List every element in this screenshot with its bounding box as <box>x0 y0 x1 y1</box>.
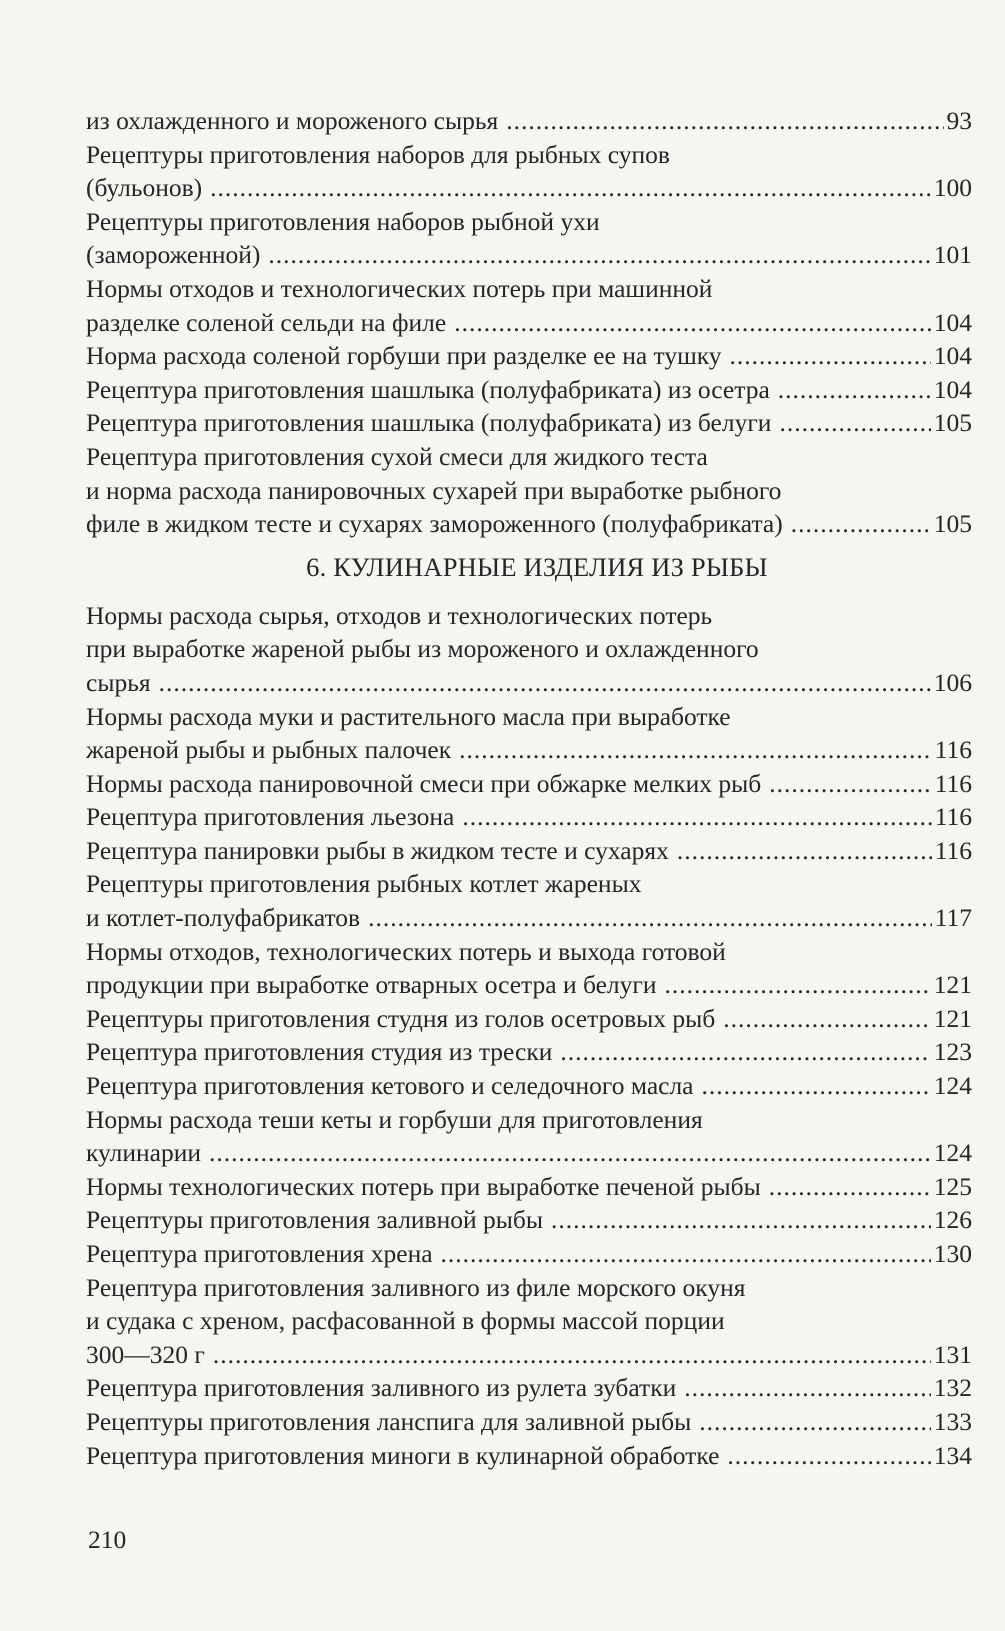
toc-entry-last-line <box>86 968 972 1002</box>
dot-leader <box>454 306 931 340</box>
toc-entry <box>86 104 972 138</box>
toc-entry-last-line <box>86 733 972 767</box>
toc-entry-line: (бульонов) <box>86 173 203 203</box>
toc-entry <box>86 599 972 700</box>
toc-entry-line: из охлажденного и мороженого сырья <box>86 106 499 135</box>
toc-entry <box>86 1439 972 1473</box>
toc-entry <box>86 406 972 440</box>
toc-entry-last-line <box>86 1439 972 1473</box>
toc-entry-page: 121 <box>933 1003 972 1033</box>
dot-leader <box>727 1439 930 1473</box>
dot-leader <box>210 171 931 205</box>
toc-entry-last-line <box>86 1237 972 1271</box>
toc-entry <box>86 834 972 868</box>
toc-entry-page: 121 <box>933 970 972 1000</box>
toc-entry-line: и котлет-полуфабрикатов <box>86 903 361 933</box>
toc-entry-line: Нормы расхода муки и растительного масла при выработке <box>86 701 731 731</box>
toc-entry-last-line <box>86 406 972 440</box>
table-of-contents <box>86 104 972 1472</box>
toc-entry-line: Рецептура приготовления льезона <box>86 802 455 832</box>
dot-leader <box>213 1338 931 1372</box>
toc-entry-last-line <box>86 306 972 340</box>
toc-entry-line: при выработке жареной рыбы из мороженого и охлажденного <box>86 634 759 664</box>
toc-entry-last-line <box>86 1338 972 1372</box>
toc-entry <box>86 272 972 339</box>
toc-entry-line: Рецептура приготовления шашлыка (полуфабриката) из осетра <box>86 374 770 404</box>
toc-entry <box>86 1035 972 1069</box>
toc-entry-last-line <box>86 1069 972 1103</box>
toc-entry-last-line <box>86 767 972 801</box>
toc-entry-page: 116 <box>934 835 972 865</box>
toc-entry-page: 105 <box>933 408 972 438</box>
toc-entry-line: Нормы расхода теши кеты и горбуши для приготовления <box>86 1104 703 1134</box>
toc-entry-last-line <box>86 1035 972 1069</box>
toc-entry-last-line <box>86 1170 972 1204</box>
toc-entry <box>86 1069 972 1103</box>
toc-entry-line: Нормы отходов и технологических потерь при машинной <box>86 273 713 303</box>
toc-entry-line: Рецептура приготовления заливного из рулета зубатки <box>86 1373 677 1403</box>
toc-entry-page: 104 <box>933 341 972 371</box>
toc-entry-page: 116 <box>934 735 972 765</box>
toc-entry <box>86 138 972 205</box>
toc-entry-line: кулинарии <box>86 1138 202 1168</box>
toc-entry-line: (замороженной) <box>86 240 261 270</box>
toc-entry <box>86 935 972 1002</box>
toc-entry-page: 105 <box>933 509 972 539</box>
toc-entry <box>86 1103 972 1170</box>
toc-entry-page: 124 <box>933 1138 972 1168</box>
toc-entry <box>86 700 972 767</box>
toc-entry-page: 116 <box>934 768 972 798</box>
dot-leader <box>209 1136 931 1170</box>
toc-entry-line: жареной рыбы и рыбных палочек <box>86 735 452 765</box>
toc-entry-last-line <box>86 507 972 541</box>
dot-leader <box>684 1371 931 1405</box>
toc-entry-last-line <box>86 834 972 868</box>
toc-entry-line: Рецептура приготовления миноги в кулинарной обработке <box>86 1440 720 1470</box>
dot-leader <box>699 1405 930 1439</box>
toc-entry-line: Норма расхода соленой горбуши при разделке ее на тушку <box>86 341 722 371</box>
dot-leader <box>779 406 930 440</box>
dot-leader <box>730 339 931 373</box>
dot-leader <box>665 968 931 1002</box>
toc-entry <box>86 1405 972 1439</box>
toc-entry <box>86 1203 972 1237</box>
toc-entry-page: 100 <box>933 173 972 203</box>
dot-leader <box>791 507 931 541</box>
dot-leader <box>462 800 931 834</box>
toc-entry-last-line <box>86 171 972 205</box>
toc-entry-last-line <box>86 901 972 935</box>
toc-entry <box>86 1170 972 1204</box>
dot-leader <box>551 1203 931 1237</box>
dot-leader <box>441 1237 931 1271</box>
toc-entry-line: Рецептуры приготовления студня из голов осетровых рыб <box>86 1003 716 1033</box>
toc-entry-line: филе в жидком тесте и сухарях замороженного (полуфабриката) <box>86 509 783 539</box>
toc-entry-page: 131 <box>933 1339 972 1369</box>
toc-entry-line: Рецептуры приготовления заливной рыбы <box>86 1205 544 1235</box>
toc-entry-line: Рецептура приготовления кетового и селедочного масла <box>86 1071 694 1101</box>
dot-leader <box>769 767 931 801</box>
toc-entry-line: разделке соленой сельди на филе <box>86 307 447 337</box>
toc-entry-last-line <box>86 1405 972 1439</box>
toc-entry-last-line <box>86 339 972 373</box>
toc-entry-page: 104 <box>933 307 972 337</box>
toc-entry-line: Нормы технологических потерь при выработке печеной рыбы <box>86 1171 761 1201</box>
toc-entry-last-line <box>86 104 972 138</box>
toc-entry-line: Рецептура приготовления сухой смеси для жидкого теста <box>86 441 708 471</box>
toc-entry-last-line <box>86 800 972 834</box>
dot-leader <box>268 238 930 272</box>
toc-entry <box>86 867 972 934</box>
toc-entry-page: 132 <box>933 1373 972 1403</box>
toc-entry-page: 133 <box>933 1406 972 1436</box>
toc-entry-page: 130 <box>933 1239 972 1268</box>
toc-entry-last-line <box>86 373 972 407</box>
toc-entry-line: Нормы расхода панировочной смеси при обжарке мелких рыб <box>86 768 762 798</box>
dot-leader <box>778 373 931 407</box>
dot-leader <box>159 666 931 700</box>
toc-entry <box>86 1002 972 1036</box>
toc-entry-line: Нормы отходов, технологических потерь и выхода готовой <box>86 936 726 966</box>
toc-entry-line: и судака с хреном, расфасованной в формы массой порции <box>86 1306 725 1336</box>
toc-entry-line: Рецептуры приготовления наборов рыбной ухи <box>86 206 600 236</box>
toc-entry <box>86 339 972 373</box>
toc-group-before <box>86 104 972 541</box>
dot-leader <box>368 901 932 935</box>
toc-entry-last-line <box>86 666 972 700</box>
toc-entry <box>86 767 972 801</box>
toc-entry <box>86 1271 972 1372</box>
toc-entry-page: 101 <box>933 240 972 270</box>
toc-entry-line: Рецептуры приготовления ланспига для заливной рыбы <box>86 1406 692 1436</box>
toc-entry-line: Рецептуры приготовления наборов для рыбных супов <box>86 139 670 169</box>
toc-entry-last-line <box>86 1002 972 1036</box>
dot-leader <box>723 1002 931 1036</box>
toc-entry-page: 116 <box>934 802 972 832</box>
section-heading: 6. КУЛИНАРНЫЕ ИЗДЕЛИЯ ИЗ РЫБЫ <box>306 551 768 582</box>
dot-leader <box>769 1170 931 1204</box>
toc-entry-page: 126 <box>933 1205 972 1235</box>
toc-entry-page: 104 <box>933 374 972 404</box>
toc-entry-page: 106 <box>933 667 972 697</box>
toc-entry-line: Нормы расхода сырья, отходов и технологических потерь <box>86 600 713 630</box>
toc-entry-line: Рецептура панировки рыбы в жидком тесте и сухарях <box>86 835 669 865</box>
dot-leader <box>459 733 932 767</box>
toc-entry <box>86 1237 972 1271</box>
toc-entry-page: 123 <box>933 1037 972 1067</box>
toc-entry-last-line <box>86 1203 972 1237</box>
toc-entry-page: 124 <box>933 1071 972 1101</box>
dot-leader <box>560 1035 930 1069</box>
dot-leader <box>506 104 943 138</box>
toc-entry-page: 117 <box>934 903 972 933</box>
toc-entry-page: 125 <box>933 1171 972 1201</box>
toc-entry-last-line <box>86 238 972 272</box>
toc-entry-line: сырья <box>86 667 151 697</box>
toc-entry-line: Рецептура приготовления студия из трески <box>86 1037 553 1067</box>
toc-entry-line: и норма расхода панировочных сухарей при выработке рыбного <box>86 475 782 505</box>
toc-entry-line: Рецептура приготовления хрена <box>86 1239 433 1268</box>
toc-entry-line: 300—320 г <box>86 1339 205 1369</box>
toc-entry-line: Рецептуры приготовления рыбных котлет жареных <box>86 869 642 899</box>
toc-entry-page: 93 <box>946 106 972 135</box>
toc-entry-line: Рецептура приготовления шашлыка (полуфабриката) из белуги <box>86 408 772 438</box>
page-number: 210 <box>88 1525 127 1554</box>
toc-entry-page: 134 <box>933 1440 972 1470</box>
dot-leader <box>677 834 932 868</box>
toc-entry-last-line <box>86 1136 972 1170</box>
toc-entry-line: Рецептура приготовления заливного из филе морского окуня <box>86 1272 746 1302</box>
toc-entry-last-line <box>86 1371 972 1405</box>
toc-entry <box>86 800 972 834</box>
toc-entry <box>86 440 972 541</box>
toc-entry <box>86 1371 972 1405</box>
dot-leader <box>702 1069 931 1103</box>
toc-entry <box>86 205 972 272</box>
toc-group-after <box>86 599 972 1472</box>
toc-entry <box>86 373 972 407</box>
toc-entry-line: продукции при выработке отварных осетра и белуги <box>86 970 657 1000</box>
